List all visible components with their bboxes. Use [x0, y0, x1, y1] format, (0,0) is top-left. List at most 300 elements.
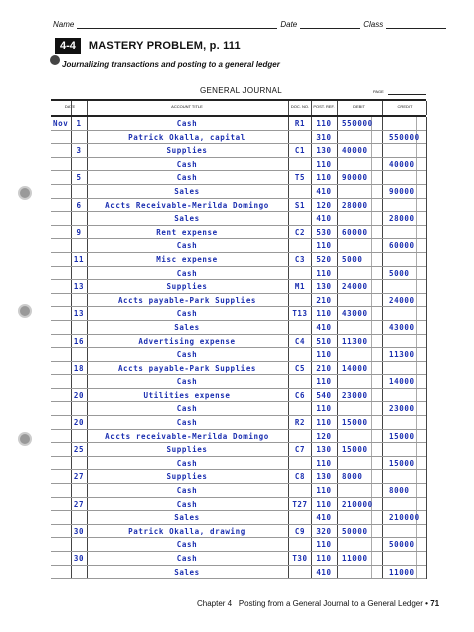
doc-no[interactable]: C1: [294, 146, 306, 156]
col-date: DATE: [64, 104, 76, 109]
doc-no[interactable]: C7: [294, 445, 306, 455]
page-label: PAGE: [373, 89, 384, 94]
date-month[interactable]: [53, 185, 71, 198]
doc-no[interactable]: [289, 566, 311, 579]
debit-amount[interactable]: 28000: [342, 200, 368, 210]
date-month[interactable]: [53, 416, 71, 429]
journal-row: [51, 199, 426, 213]
journal-row: [51, 525, 426, 539]
account-title[interactable]: Cash: [176, 486, 198, 496]
account-title[interactable]: Advertising expense: [138, 336, 236, 346]
post-ref[interactable]: 410: [316, 186, 332, 196]
post-ref[interactable]: 210: [316, 363, 332, 373]
post-ref[interactable]: 110: [316, 540, 332, 550]
credit-amount[interactable]: [384, 389, 426, 402]
date-day[interactable]: 5: [76, 173, 82, 183]
doc-no[interactable]: C9: [294, 526, 306, 536]
col-credit: CREDIT: [397, 104, 413, 109]
journal-row: [51, 294, 426, 308]
date-day[interactable]: 18: [73, 363, 85, 373]
debit-amount[interactable]: [338, 212, 380, 225]
debit-amount[interactable]: 11000: [342, 554, 368, 563]
post-ref[interactable]: 410: [316, 214, 332, 224]
credit-amount[interactable]: [384, 253, 426, 266]
doc-no[interactable]: [289, 538, 311, 551]
problem-subtitle: Journalizing transactions and posting to a general ledger: [62, 60, 280, 69]
journal-row: [51, 389, 426, 403]
date-month[interactable]: [53, 307, 71, 320]
date-month[interactable]: [53, 457, 71, 470]
date-month[interactable]: [53, 402, 71, 415]
doc-no[interactable]: C4: [294, 336, 306, 346]
punch-hole-icon: [18, 304, 32, 318]
date-day[interactable]: [71, 212, 87, 225]
post-ref[interactable]: 110: [316, 418, 332, 428]
col-post-ref: POST. REF.: [313, 104, 335, 109]
account-title[interactable]: Cash: [176, 418, 198, 428]
doc-no[interactable]: [289, 131, 311, 144]
journal-header: [51, 99, 426, 117]
credit-amount[interactable]: 23000: [389, 404, 415, 414]
post-ref[interactable]: 130: [316, 146, 332, 156]
credit-amount[interactable]: 28000: [389, 214, 415, 224]
date-day[interactable]: 30: [73, 554, 85, 563]
credit-amount[interactable]: 60000: [389, 241, 415, 251]
credit-amount[interactable]: 210000: [389, 513, 420, 523]
date-month[interactable]: [53, 538, 71, 551]
post-ref[interactable]: 120: [316, 200, 332, 210]
debit-amount[interactable]: [338, 185, 380, 198]
date-month[interactable]: [53, 348, 71, 361]
account-title[interactable]: Accts receivable-Merilda Domingo: [105, 431, 269, 441]
date-month[interactable]: [53, 552, 71, 565]
date-day[interactable]: 3: [76, 146, 82, 156]
credit-amount[interactable]: [384, 226, 426, 239]
credit-amount[interactable]: [384, 335, 426, 348]
post-ref[interactable]: 410: [316, 322, 332, 332]
credit-amount[interactable]: 14000: [389, 377, 415, 387]
account-title[interactable]: Cash: [176, 554, 198, 563]
journal-title: GENERAL JOURNAL: [200, 86, 282, 95]
journal-row: [51, 430, 426, 444]
credit-amount[interactable]: [384, 552, 426, 565]
doc-no[interactable]: T30: [292, 554, 308, 563]
date-month[interactable]: [53, 335, 71, 348]
doc-no[interactable]: R2: [294, 418, 306, 428]
doc-no[interactable]: [289, 185, 311, 198]
debit-amount[interactable]: [338, 566, 380, 579]
debit-amount[interactable]: [338, 402, 380, 415]
post-ref[interactable]: 110: [316, 159, 332, 169]
doc-no[interactable]: M1: [294, 282, 306, 292]
doc-no[interactable]: T27: [292, 499, 308, 509]
credit-amount[interactable]: [384, 307, 426, 320]
col-debit: DEBIT: [353, 104, 365, 109]
journal-row: [51, 457, 426, 471]
date-day[interactable]: [71, 294, 87, 307]
account-title[interactable]: Cash: [176, 350, 198, 360]
doc-no[interactable]: C6: [294, 390, 306, 400]
post-ref[interactable]: 510: [316, 336, 332, 346]
debit-amount[interactable]: 24000: [342, 282, 368, 292]
account-title[interactable]: Utilities expense: [143, 390, 231, 400]
doc-no[interactable]: [289, 267, 311, 280]
debit-amount[interactable]: 11300: [342, 336, 368, 346]
account-title[interactable]: Supplies: [166, 472, 208, 482]
date-month[interactable]: [53, 212, 71, 225]
date-month[interactable]: [53, 470, 71, 483]
date-month[interactable]: [53, 171, 71, 184]
date-month[interactable]: [53, 321, 71, 334]
date-day[interactable]: 20: [73, 418, 85, 428]
post-ref[interactable]: 110: [316, 119, 332, 128]
credit-amount[interactable]: [384, 470, 426, 483]
doc-no[interactable]: C5: [294, 363, 306, 373]
credit-amount[interactable]: 50000: [389, 540, 415, 550]
date-month[interactable]: [53, 362, 71, 375]
credit-amount[interactable]: 40000: [389, 159, 415, 169]
journal-row: [51, 498, 426, 512]
credit-amount[interactable]: 5000: [389, 268, 410, 278]
date-month[interactable]: [53, 253, 71, 266]
debit-amount[interactable]: 50000: [342, 526, 368, 536]
post-ref[interactable]: 130: [316, 445, 332, 455]
doc-no[interactable]: [289, 402, 311, 415]
journal-row: [51, 280, 426, 294]
journal-row: [51, 212, 426, 226]
date-month[interactable]: [53, 267, 71, 280]
date-month[interactable]: [53, 443, 71, 456]
footer-page: 71: [430, 599, 440, 608]
doc-no[interactable]: S1: [294, 200, 306, 210]
debit-amount[interactable]: 15000: [342, 418, 368, 428]
post-ref[interactable]: 130: [316, 472, 332, 482]
col-doc-no: DOC. NO.: [290, 104, 310, 109]
date-day[interactable]: [71, 457, 87, 470]
account-title[interactable]: Cash: [176, 173, 198, 183]
journal-row: [51, 226, 426, 240]
journal-row: [51, 321, 426, 335]
debit-amount[interactable]: 90000: [342, 173, 368, 183]
date-day[interactable]: 1: [76, 119, 82, 128]
journal-row: [51, 511, 426, 525]
date-field[interactable]: [300, 21, 360, 29]
journal-row: [51, 375, 426, 389]
date-month[interactable]: [53, 430, 71, 443]
date-day[interactable]: [71, 321, 87, 334]
doc-no[interactable]: [289, 348, 311, 361]
journal-row: [51, 348, 426, 362]
journal-row: [51, 566, 426, 580]
post-ref[interactable]: 540: [316, 390, 332, 400]
account-title[interactable]: Supplies: [166, 282, 208, 292]
credit-amount[interactable]: 90000: [389, 186, 415, 196]
date-day[interactable]: 13: [73, 282, 85, 292]
date-month[interactable]: [53, 158, 71, 171]
header-line: [53, 20, 454, 29]
journal-row: [51, 131, 426, 145]
journal-row: [51, 158, 426, 172]
credit-amount[interactable]: 8000: [389, 486, 410, 496]
doc-no[interactable]: [289, 484, 311, 497]
date-day[interactable]: [71, 538, 87, 551]
debit-amount[interactable]: [338, 131, 380, 144]
date-day[interactable]: [71, 484, 87, 497]
date-month[interactable]: [53, 511, 71, 524]
post-ref[interactable]: 110: [316, 350, 332, 360]
account-title[interactable]: Sales: [174, 322, 200, 332]
account-title[interactable]: Accts Receivable-Merilda Domingo: [105, 200, 269, 210]
name-field[interactable]: [77, 21, 277, 29]
account-title[interactable]: Patrick Okalla, drawing: [128, 526, 246, 536]
debit-amount[interactable]: [338, 239, 380, 252]
journal-row: [51, 362, 426, 376]
credit-amount[interactable]: [384, 144, 426, 157]
doc-no[interactable]: C2: [294, 227, 306, 237]
problem-title: MASTERY PROBLEM, p. 111: [88, 40, 241, 52]
post-ref[interactable]: 210: [316, 295, 332, 305]
date-day[interactable]: 30: [73, 526, 85, 536]
date-day[interactable]: [71, 348, 87, 361]
account-title[interactable]: Cash: [176, 458, 198, 468]
account-title[interactable]: Accts payable-Park Supplies: [117, 295, 257, 305]
doc-no[interactable]: [289, 212, 311, 225]
credit-amount[interactable]: 43000: [389, 322, 415, 332]
date-month[interactable]: [53, 566, 71, 579]
debit-amount[interactable]: 40000: [342, 146, 368, 156]
date-day[interactable]: 27: [73, 472, 85, 482]
account-title[interactable]: Sales: [174, 186, 200, 196]
date-day[interactable]: 27: [73, 499, 85, 509]
post-ref[interactable]: 110: [316, 404, 332, 414]
class-label: Class: [363, 20, 384, 29]
journal-row: [51, 335, 426, 349]
journal-row: [51, 144, 426, 158]
date-day[interactable]: [71, 430, 87, 443]
post-ref[interactable]: 120: [316, 431, 332, 441]
post-ref[interactable]: 310: [316, 132, 332, 142]
debit-amount[interactable]: [338, 267, 380, 280]
doc-no[interactable]: [289, 457, 311, 470]
credit-amount[interactable]: [384, 171, 426, 184]
journal-body: [51, 117, 426, 579]
date-month[interactable]: [53, 375, 71, 388]
credit-amount[interactable]: [384, 199, 426, 212]
date-day[interactable]: 11: [73, 254, 85, 264]
post-ref[interactable]: 110: [316, 458, 332, 468]
name-label: Name: [53, 20, 75, 29]
account-title[interactable]: Supplies: [166, 146, 208, 156]
post-ref[interactable]: 410: [316, 513, 332, 523]
debit-amount[interactable]: [338, 158, 380, 171]
date-day[interactable]: [71, 511, 87, 524]
date-month[interactable]: [53, 498, 71, 511]
credit-amount[interactable]: [384, 443, 426, 456]
journal-row: [51, 239, 426, 253]
date-day[interactable]: 25: [73, 445, 85, 455]
credit-amount[interactable]: 15000: [389, 458, 415, 468]
credit-amount[interactable]: 24000: [389, 295, 415, 305]
credit-amount[interactable]: 550000: [389, 132, 420, 142]
post-ref[interactable]: 110: [316, 268, 332, 278]
date-day[interactable]: [71, 267, 87, 280]
date-month[interactable]: [53, 389, 71, 402]
doc-no[interactable]: [289, 430, 311, 443]
account-title[interactable]: Patrick Okalla, capital: [128, 132, 246, 142]
journal-row: [51, 402, 426, 416]
account-title[interactable]: Misc expense: [156, 254, 218, 264]
debit-amount[interactable]: 60000: [342, 227, 368, 237]
date-month[interactable]: [53, 525, 71, 538]
date-month[interactable]: [53, 199, 71, 212]
doc-no[interactable]: C3: [294, 254, 306, 264]
class-field[interactable]: [386, 21, 446, 29]
account-title[interactable]: Accts payable-Park Supplies: [117, 363, 257, 373]
debit-amount[interactable]: 5000: [342, 254, 363, 264]
debit-amount[interactable]: 15000: [342, 445, 368, 455]
credit-amount[interactable]: [384, 117, 426, 130]
debit-amount[interactable]: [338, 457, 380, 470]
post-ref[interactable]: 410: [316, 567, 332, 577]
page-field[interactable]: [388, 94, 426, 95]
date-day[interactable]: [71, 566, 87, 579]
post-ref[interactable]: 320: [316, 526, 332, 536]
journal-row: [51, 416, 426, 430]
journal-row: [51, 484, 426, 498]
post-ref[interactable]: 110: [316, 499, 332, 509]
date-day[interactable]: [71, 375, 87, 388]
post-ref[interactable]: 530: [316, 227, 332, 237]
date-month[interactable]: [53, 484, 71, 497]
col-account-title: ACCOUNT TITLE: [171, 104, 203, 109]
account-title[interactable]: Cash: [176, 540, 198, 550]
date-day[interactable]: 6: [76, 200, 82, 210]
debit-amount[interactable]: 550000: [342, 119, 373, 128]
debit-amount[interactable]: 23000: [342, 390, 368, 400]
account-title[interactable]: Cash: [176, 268, 198, 278]
account-title[interactable]: Cash: [176, 499, 198, 509]
credit-amount[interactable]: [384, 416, 426, 429]
account-title[interactable]: Cash: [176, 241, 198, 251]
date-month[interactable]: Nov: [53, 119, 69, 128]
credit-amount[interactable]: 11000: [389, 567, 415, 577]
debit-amount[interactable]: [338, 511, 380, 524]
doc-no[interactable]: [289, 239, 311, 252]
debit-amount[interactable]: [338, 430, 380, 443]
account-title[interactable]: Sales: [174, 513, 200, 523]
credit-amount[interactable]: [384, 280, 426, 293]
journal-row: [51, 443, 426, 457]
date-day[interactable]: 13: [73, 309, 85, 319]
general-journal: [51, 99, 426, 579]
journal-row: [51, 117, 426, 131]
journal-row: [51, 538, 426, 552]
debit-amount[interactable]: 43000: [342, 309, 368, 319]
debit-amount[interactable]: 14000: [342, 363, 368, 373]
date-month[interactable]: [53, 144, 71, 157]
doc-no[interactable]: T13: [292, 309, 308, 319]
journal-row: [51, 171, 426, 185]
credit-amount[interactable]: [384, 525, 426, 538]
account-title[interactable]: Rent expense: [156, 227, 218, 237]
problem-title-row: [55, 38, 241, 54]
date-month[interactable]: [53, 239, 71, 252]
doc-no[interactable]: [289, 158, 311, 171]
doc-no[interactable]: C8: [294, 472, 306, 482]
date-day[interactable]: [71, 239, 87, 252]
credit-amount[interactable]: [384, 362, 426, 375]
account-title[interactable]: Cash: [176, 159, 198, 169]
account-title[interactable]: Cash: [176, 119, 198, 128]
debit-amount[interactable]: [338, 484, 380, 497]
post-ref[interactable]: 110: [316, 241, 332, 251]
punch-hole-icon: [18, 432, 32, 446]
journal-row: [51, 267, 426, 281]
debit-amount[interactable]: 8000: [342, 472, 363, 482]
date-day[interactable]: [71, 131, 87, 144]
account-title[interactable]: Cash: [176, 404, 198, 414]
debit-amount[interactable]: [338, 538, 380, 551]
doc-no[interactable]: R1: [294, 119, 306, 128]
debit-amount[interactable]: 210000: [342, 499, 373, 509]
footer-chapter: Chapter 4: [197, 599, 233, 608]
post-ref[interactable]: 110: [316, 486, 332, 496]
date-month[interactable]: [53, 294, 71, 307]
account-title[interactable]: Sales: [174, 214, 200, 224]
journal-row: [51, 552, 426, 566]
problem-badge: 4-4: [55, 38, 81, 54]
date-day[interactable]: 9: [76, 227, 82, 237]
doc-no[interactable]: [289, 321, 311, 334]
post-ref[interactable]: 110: [316, 554, 332, 563]
credit-amount[interactable]: [384, 498, 426, 511]
footer-text: Posting from a General Journal to a General Ledger: [238, 599, 423, 608]
date-month[interactable]: [53, 280, 71, 293]
debit-amount[interactable]: [338, 348, 380, 361]
account-title[interactable]: Cash: [176, 309, 198, 319]
post-ref[interactable]: 110: [316, 173, 332, 183]
credit-amount[interactable]: 11300: [389, 350, 415, 360]
post-ref[interactable]: 520: [316, 254, 332, 264]
journal-row: [51, 470, 426, 484]
date-month[interactable]: [53, 131, 71, 144]
date-day[interactable]: [71, 185, 87, 198]
doc-no[interactable]: [289, 294, 311, 307]
doc-no[interactable]: [289, 375, 311, 388]
date-month[interactable]: [53, 226, 71, 239]
account-title[interactable]: Cash: [176, 377, 198, 387]
account-title[interactable]: Supplies: [166, 445, 208, 455]
journal-row: [51, 307, 426, 321]
date-day[interactable]: 20: [73, 390, 85, 400]
doc-no[interactable]: [289, 511, 311, 524]
date-day[interactable]: 16: [73, 336, 85, 346]
debit-amount[interactable]: [338, 294, 380, 307]
bullet-icon: [50, 55, 60, 65]
post-ref[interactable]: 110: [316, 309, 332, 319]
date-day[interactable]: [71, 402, 87, 415]
doc-no[interactable]: T5: [294, 173, 306, 183]
post-ref[interactable]: 130: [316, 282, 332, 292]
debit-amount[interactable]: [338, 375, 380, 388]
date-day[interactable]: [71, 158, 87, 171]
debit-amount[interactable]: [338, 321, 380, 334]
journal-row: [51, 185, 426, 199]
account-title[interactable]: Sales: [174, 567, 200, 577]
date-label: Date: [280, 20, 298, 29]
credit-amount[interactable]: 15000: [389, 431, 415, 441]
post-ref[interactable]: 110: [316, 377, 332, 387]
